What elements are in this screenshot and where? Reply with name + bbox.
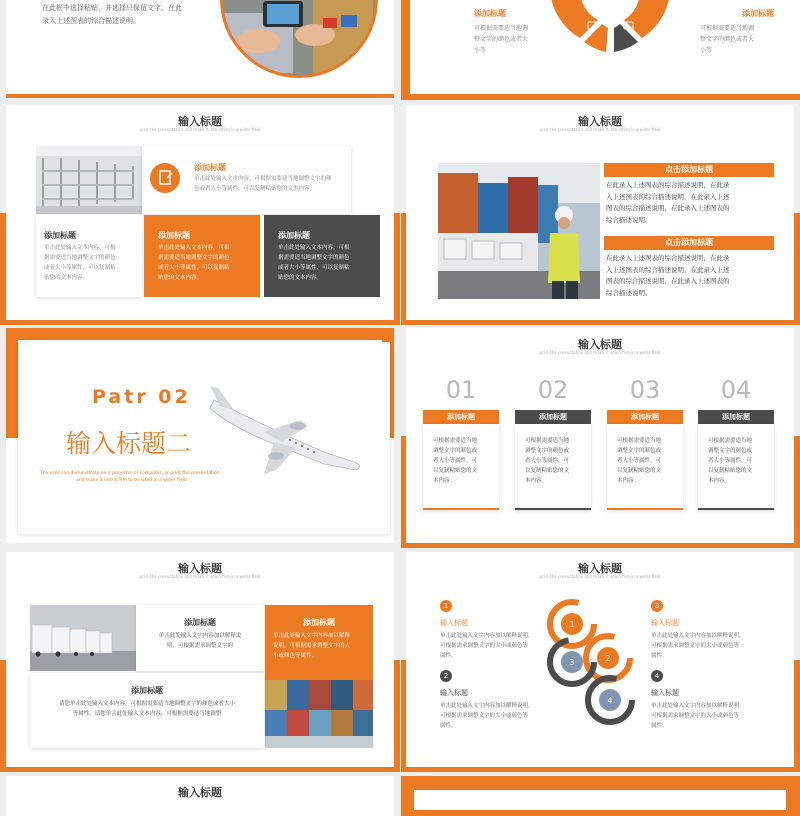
column-card [515,424,591,510]
ring-segment [624,0,670,38]
slide2-left-block [474,8,544,56]
slide6-column [698,376,774,516]
warehouse-hands-image [223,0,375,75]
trucks-image [30,605,136,671]
item-number: 2 [440,670,452,682]
slide3-box-dark [264,215,380,297]
column-body: 可根据需要适当地 调整文字的颜色或 者大小等属性，可 以复制粘贴您的文 本内容。 [708,438,753,484]
item-body: 单击此处输入文字内容加以解释说明， 可根据需求调整文字的大小或颜色等 属性。 [651,703,745,729]
section-title: 输入标题 [578,562,622,575]
slide8-item [440,600,560,661]
column-body: 可根据需要适当地 调整文字的颜色或 者大小等属性，可 以复制粘贴您的文 本内容。 [617,438,662,484]
column-number: 04 [720,376,752,404]
slide2-ring-chart [540,0,680,60]
slide7-orange-body: 单击此处输入文字内容加以解释 说明，可根据需求调整文字的大 小或颜色等属性。 [273,633,351,659]
slide5-inner-card [18,342,390,534]
slide-2[interactable] [410,0,800,94]
slide6-column [515,376,591,516]
slide5-title: 输入标题二 [66,429,192,458]
slide5-orange-frame-top [6,328,394,340]
column-number: 02 [537,376,569,404]
slide1-text-line: 在此框中选择粘贴，并选择只保留文字。在此 [42,4,182,12]
slide5-orange-frame-left [6,328,18,438]
slide3-top-card [142,146,351,214]
section-subtitle: print the presentation and make it into a film in a wider field [139,127,261,132]
slide8-item [440,670,560,731]
item-title: 输入标题 [651,619,679,627]
box-title: 添加标题 [44,231,76,240]
slide7-bottom-title: 添加标题 [131,686,163,695]
slide-5[interactable] [6,328,394,543]
box-title: 添加标题 [158,231,190,240]
slide-4[interactable] [406,105,794,320]
slide7-top-body: 单击此处输入文字内容加以解释说 明，可根据需求调整文字的 [158,633,242,649]
slide4-bar-1[interactable]: 点击添加标题 [604,163,774,177]
section-title: 输入标题 [178,115,222,128]
slide-8[interactable] [406,552,794,767]
document-edit-icon [150,163,180,193]
slide4-text-2: 在此录入上述图表的综合描述说明，在此录 入上述图表的综合描述说明，在此录入上述 图表的综合描述说明，在此录入上述图表的 综合描述说明。 [606,254,730,297]
slide-9[interactable] [6,776,394,816]
warehouse-shelves-image [36,146,142,214]
slide7-bottom-card [30,673,264,748]
section-title: 输入标题 [578,338,622,351]
ring-number: 1 [569,620,575,629]
column-label: 添加标题 [423,410,499,424]
box-body: 单击此处输入文本内容，可根 据需要适当地调整文字的颜色 或者大小等属性，可以复制粘 贴您的文本内容。 [158,245,230,281]
item-body: 单击此处输入文字内容加以解释说明， 可根据需求调整文字的大小或颜色等 属性。 [651,633,745,659]
ring-number: 3 [569,658,575,667]
column-body: 可根据需要适当地 调整文字的颜色或 者大小等属性，可 以复制粘贴您的文 本内容。 [433,438,478,484]
slide8-item [651,600,771,661]
column-card [607,424,683,510]
section-title: 输入标题 [178,786,222,799]
slide-7[interactable] [6,552,394,767]
slide7-orange-card [265,605,373,680]
column-card [698,424,774,510]
ring-number: 4 [607,696,613,705]
section-subtitle: print the presentation and make it into a film in a wider field [539,574,661,579]
item-title: 输入标题 [440,689,468,697]
airplane-image [204,386,372,476]
slide-10[interactable] [414,790,786,810]
slide3-box-orange [144,215,260,297]
slide5-desc: The user can demonstrate on a projector or computer, or print the presentation and make it into a film to be used in a wider field [40,471,220,483]
part-label: Patr 02 [92,386,191,408]
item-body: 单击此处输入文字内容加以解释说明， 可根据需求调整文字的大小或颜色等 属性。 [440,703,534,729]
slide1-bottom-accent [6,94,394,98]
slide3-top-title: 添加标题 [194,163,226,172]
column-number: 01 [445,376,477,404]
column-label: 添加标题 [698,410,774,424]
slide2-left-body: 可根据需要适当地调 整文字的颜色或者大 小等 [474,25,529,54]
column-label: 添加标题 [607,410,683,424]
slide2-right-block [694,8,774,56]
ring-number: 2 [605,654,611,663]
section-title: 输入标题 [178,562,222,575]
item-number: 4 [651,670,663,682]
slide8-ring-diagram [544,596,654,726]
slide6-column [607,376,683,516]
column-number: 03 [629,376,661,404]
slide3-box-white [36,215,142,297]
section-subtitle: print the presentation and make it into a film in a wider field [539,350,661,355]
slide2-right-title: 添加标题 [742,9,774,18]
slide2-right-body: 可根据需要适当地调 整文字的颜色或者大 小等 [700,25,755,54]
container-port-worker-image [438,163,600,299]
slide8-item [651,670,771,731]
box-body: 单击此处输入文本内容，可根 据需要适当地调整文字的颜色 或者大小等属性，可以复制粘 贴您的文本内容。 [278,245,350,281]
box-title: 添加标题 [278,231,310,240]
column-card [423,424,499,510]
slide7-bottom-body: 请您单击此处输入文本内容，可根据需要适当地调整文字的颜色或者大小 等属性。请您单击此处输入文本内容，可根据需要适当地调整 [58,701,235,717]
item-number: 1 [440,600,452,612]
slide1-text [42,2,182,28]
item-title: 输入标题 [651,689,679,697]
section-title: 输入标题 [578,115,622,128]
slide-6[interactable] [406,328,794,543]
slide4-bar-2[interactable]: 点击添加标题 [604,236,774,250]
containers-image [265,680,373,748]
slide1-circle-photo [220,0,378,78]
box-body: 单击此处输入文本内容，可根 据需要适当地调整文字的颜色 或者大小等属性，可以复制粘 贴您的文本内容。 [44,245,116,281]
slide6-column [423,376,499,516]
section-subtitle: print the presentation and make it into a film in a wider field [539,127,661,132]
slide1-text-line: 录入上述图表的综合描述说明。 [42,17,140,25]
section-subtitle: print the presentation and make it into a film in a wider field [139,574,261,579]
slide4-text-1: 在此录入上述图表的综合描述说明，在此录 入上述图表的综合描述说明，在此录入上述 图表的综合描述说明，在此录入上述图表的 综合描述说明。 [606,181,730,224]
column-body: 可根据需要适当地 调整文字的颜色或 者大小等属性，可 以复制粘贴您的文 本内容。 [525,438,570,484]
column-label: 添加标题 [515,410,591,424]
slide2-left-title: 添加标题 [474,9,506,18]
slide3-top-body: 单击此处输入文本内容，可根据需要适当地调整文字的颜 色或者大小等属性，可以复制粘贴您的文本内容。 [194,176,332,192]
slide7-orange-title: 添加标题 [303,618,335,627]
slide-1[interactable] [6,0,394,98]
item-number: 3 [651,600,663,612]
slide7-top-title: 添加标题 [184,618,216,627]
slide7-top-card [136,605,264,671]
item-title: 输入标题 [440,619,468,627]
slide-3[interactable] [6,105,394,320]
ring-segment [550,0,598,38]
item-body: 单击此处输入文字内容加以解释说明， 可根据需求调整文字的大小或颜色等 属性。 [440,633,534,659]
